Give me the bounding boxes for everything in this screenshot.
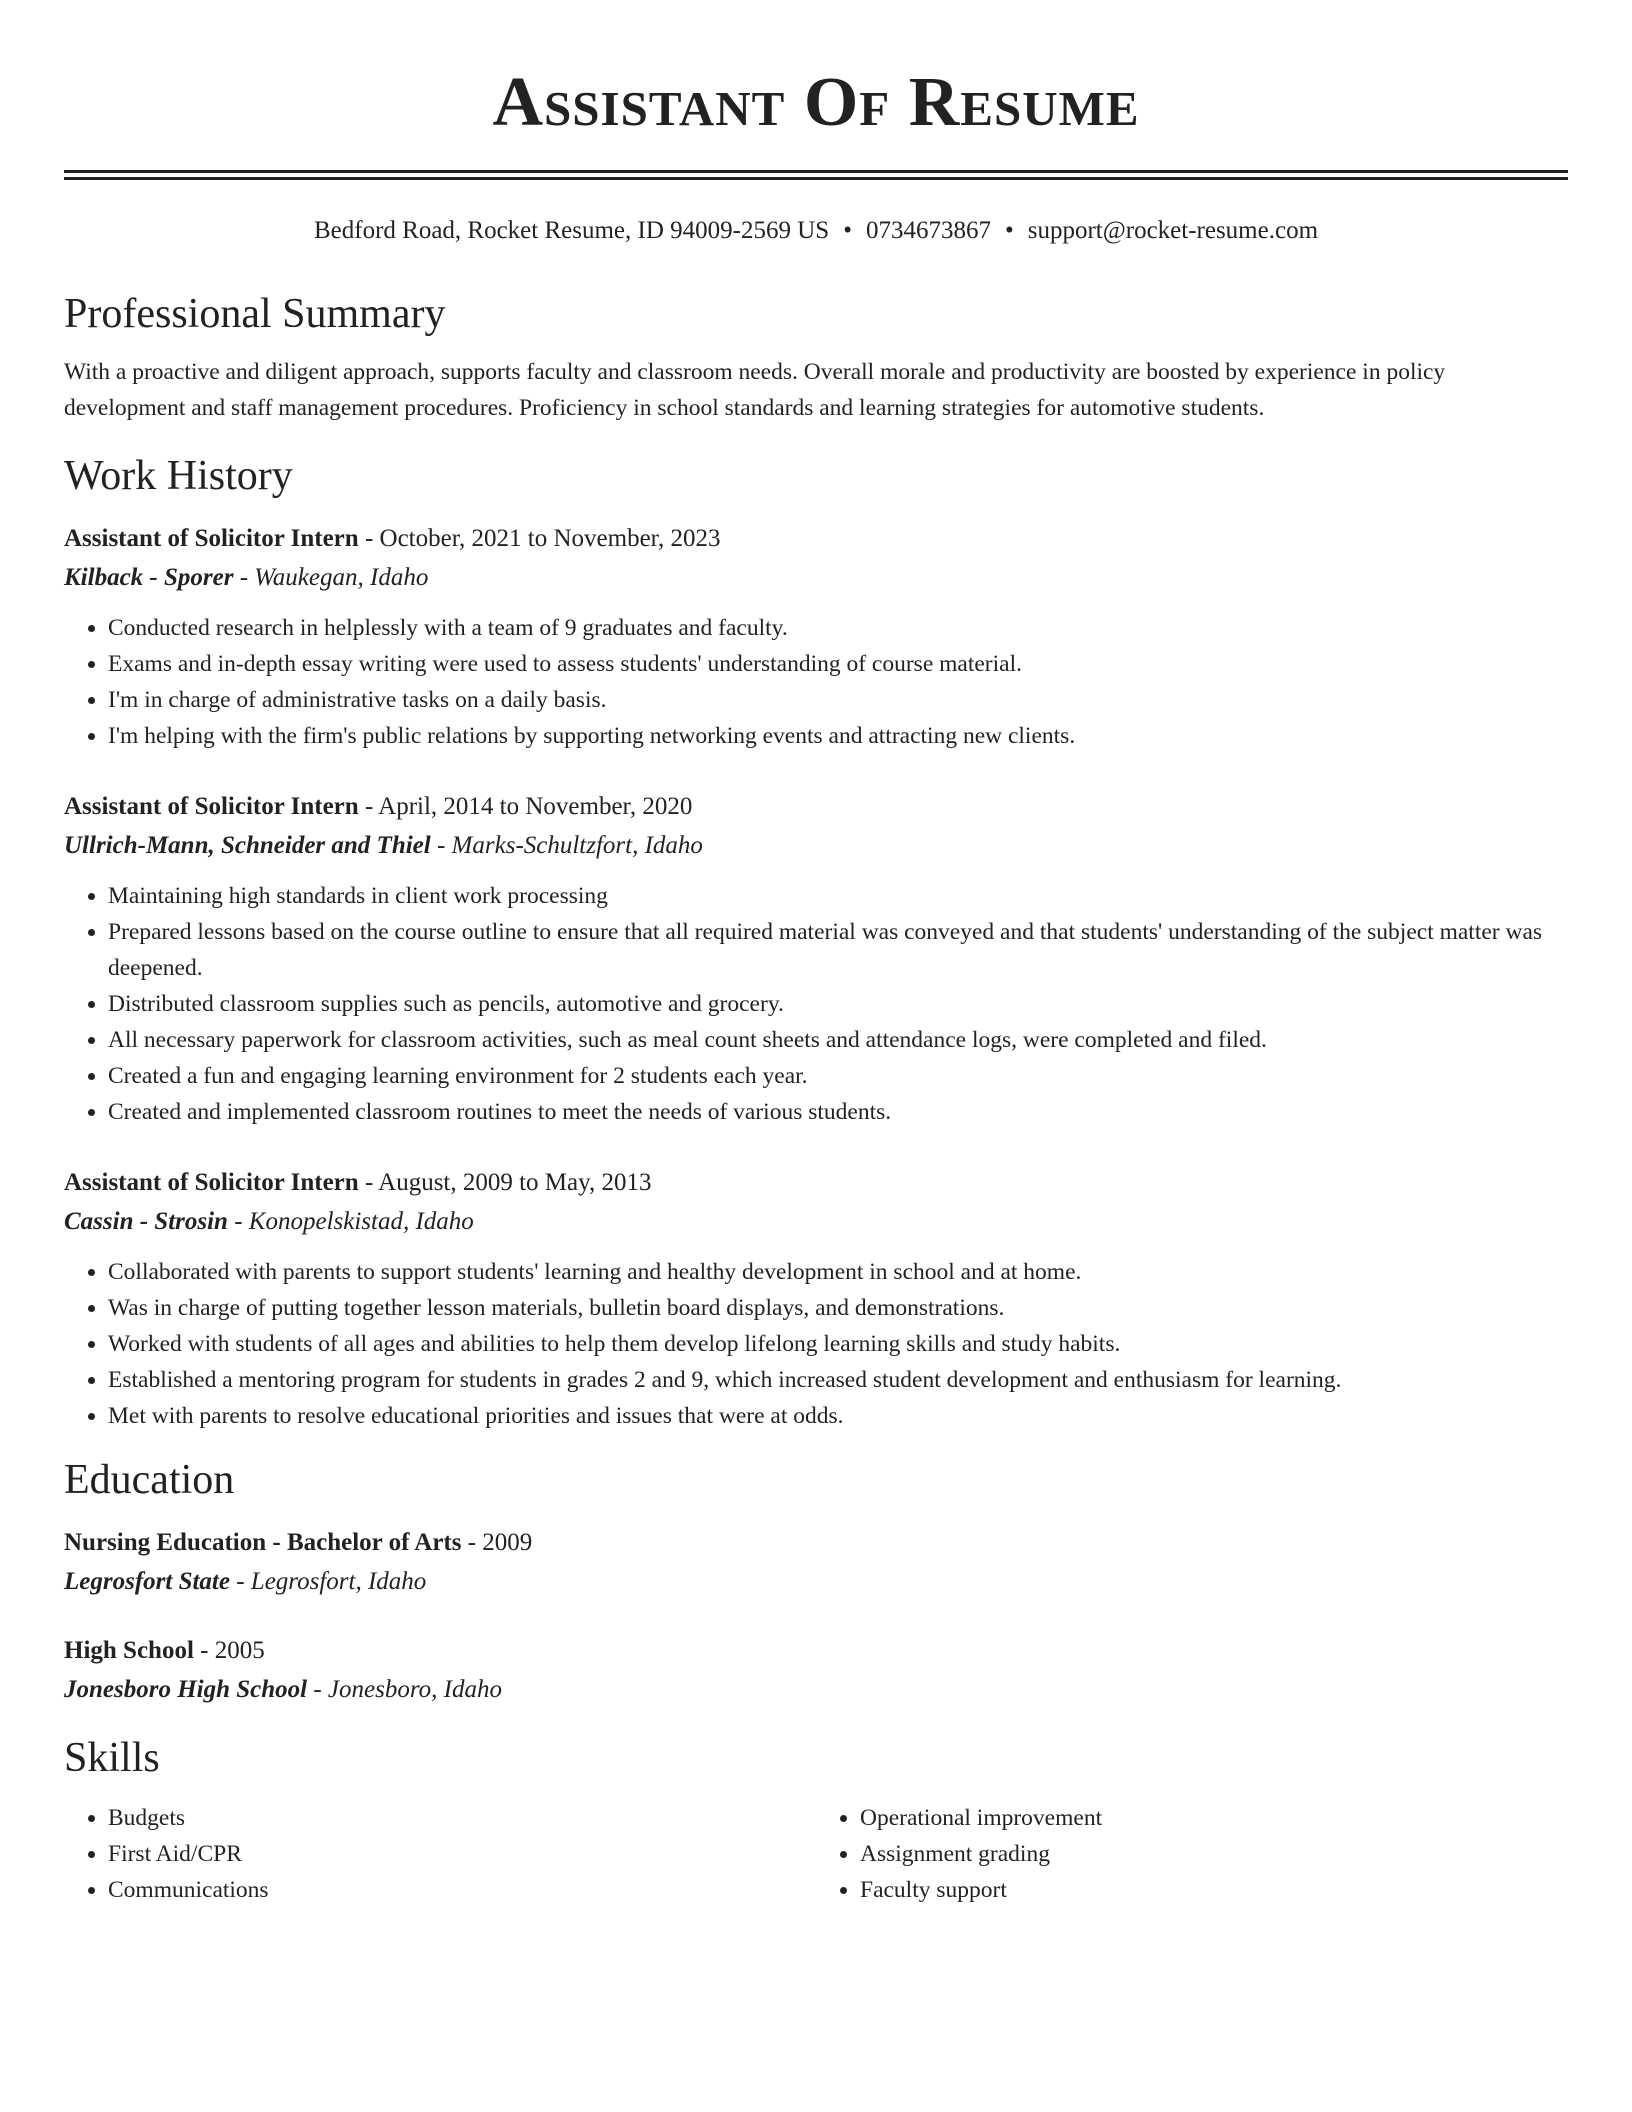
skills-list-right xyxy=(816,1800,1568,1908)
job-bullet: • I'm in charge of administrative tasks on a daily basis. xyxy=(108,682,1568,718)
skill-item: • Faculty support xyxy=(860,1872,1568,1908)
job-bullet: • Collaborated with parents to support students' learning and healthy development in school and at home. xyxy=(108,1254,1568,1290)
job-bullet-list xyxy=(64,610,1568,754)
job-employer: Cassin - Strosin xyxy=(64,1208,228,1235)
work-history-heading: Work History xyxy=(64,453,293,499)
education-school: Jonesboro High School xyxy=(64,1676,308,1703)
job-bullet: • Met with parents to resolve educational priorities and issues that were at odds. xyxy=(108,1398,1568,1434)
job-dates: - October, 2021 to November, 2023 xyxy=(358,525,721,552)
job-location: - Konopelskistad, Idaho xyxy=(227,1208,474,1235)
job-dates: - August, 2009 to May, 2013 xyxy=(358,1169,652,1196)
job-location: - Waukegan, Idaho xyxy=(233,564,429,591)
job-bullet: • Maintaining high standards in client work processing xyxy=(108,878,1568,914)
job-bullet-list xyxy=(64,1254,1568,1434)
job-header xyxy=(64,520,1568,558)
summary-heading: Professional Summary xyxy=(64,291,446,337)
job-role: Assistant of Solicitor Intern xyxy=(64,793,359,820)
job-bullet: • Was in charge of putting together lesson materials, bulletin board displays, and demonstrations. xyxy=(108,1290,1568,1326)
job-employer-line xyxy=(64,558,1568,598)
education-header xyxy=(64,1524,1568,1562)
job-bullet: • Exams and in-depth essay writing were used to assess students' understanding of course material. xyxy=(108,646,1568,682)
job-bullet: • All necessary paperwork for classroom activities, such as meal count sheets and attendance logs, were completed and filed. xyxy=(108,1022,1568,1058)
education-degree: Nursing Education - Bachelor of Arts xyxy=(64,1529,462,1556)
job-bullet: • Established a mentoring program for students in grades 2 and 9, which increased student development and enthusiasm for learning. xyxy=(108,1362,1568,1398)
job-bullet: • Created a fun and engaging learning environment for 2 students each year. xyxy=(108,1058,1568,1094)
job-bullet: • Prepared lessons based on the course outline to ensure that all required material was conveyed and that students' understanding of the subject matter was deepened. xyxy=(108,914,1568,986)
job-bullet-list xyxy=(64,878,1568,1130)
skill-item: • Budgets xyxy=(108,1800,816,1836)
job-employer-line xyxy=(64,1202,1568,1242)
job-bullet: • I'm helping with the firm's public relations by supporting networking events and attracting new clients. xyxy=(108,718,1568,754)
education-year: - 2005 xyxy=(193,1637,265,1664)
education-entry xyxy=(64,1632,1568,1710)
contact-separator: • xyxy=(1004,217,1014,244)
education-school: Legrosfort State xyxy=(64,1568,230,1595)
job-entry xyxy=(64,788,1568,1130)
summary-text: With a proactive and diligent approach, supports faculty and classroom needs. Overall morale and productivity are boosted by experience in policy development and staff management procedures. Proficiency in school standards and learning strategies for automotive students. xyxy=(64,359,1446,421)
job-role: Assistant of Solicitor Intern xyxy=(64,525,359,552)
job-bullet: • Distributed classroom supplies such as pencils, automotive and grocery. xyxy=(108,986,1568,1022)
education-school-line xyxy=(64,1670,1568,1710)
job-bullet: • Worked with students of all ages and abilities to help them develop lifelong learning skills and study habits. xyxy=(108,1326,1568,1362)
job-header xyxy=(64,788,1568,826)
job-entry xyxy=(64,1164,1568,1434)
job-bullet: • Created and implemented classroom routines to meet the needs of various students. xyxy=(108,1094,1568,1130)
header-double-rule xyxy=(64,170,1568,180)
education-heading: Education xyxy=(64,1457,235,1503)
contact-phone: 0734673867 xyxy=(865,217,991,244)
job-bullet: • Conducted research in helplessly with a team of 9 graduates and faculty. xyxy=(108,610,1568,646)
contact-address: Bedford Road, Rocket Resume, ID 94009-2569 US xyxy=(313,217,830,244)
skills-grid xyxy=(64,1800,1568,1908)
skill-item: • First Aid/CPR xyxy=(108,1836,816,1872)
education-school-line xyxy=(64,1562,1568,1602)
job-header xyxy=(64,1164,1568,1202)
resume-name: Assistant Of Resume xyxy=(492,64,1140,141)
education-header xyxy=(64,1632,1568,1670)
contact-email: support@rocket-resume.com xyxy=(1027,217,1319,244)
job-dates: - April, 2014 to November, 2020 xyxy=(358,793,693,820)
education-year: - 2009 xyxy=(461,1529,533,1556)
job-employer: Ullrich-Mann, Schneider and Thiel xyxy=(64,832,431,859)
skill-item: • Communications xyxy=(108,1872,816,1908)
education-degree: High School xyxy=(64,1637,194,1664)
skill-item: • Assignment grading xyxy=(860,1836,1568,1872)
education-location: - Legrosfort, Idaho xyxy=(229,1568,427,1595)
job-employer: Kilback - Sporer xyxy=(64,564,234,591)
contact-separator: • xyxy=(843,217,852,244)
education-location: - Jonesboro, Idaho xyxy=(307,1676,502,1703)
job-employer-line xyxy=(64,826,1568,866)
job-role: Assistant of Solicitor Intern xyxy=(64,1169,359,1196)
skills-list-left xyxy=(64,1800,816,1908)
contact-line xyxy=(64,214,1568,248)
skill-item: • Operational improvement xyxy=(860,1800,1568,1836)
skills-heading: Skills xyxy=(64,1735,160,1781)
job-entry xyxy=(64,520,1568,754)
job-location: - Marks-Schultzfort, Idaho xyxy=(430,832,703,859)
education-entry xyxy=(64,1524,1568,1602)
